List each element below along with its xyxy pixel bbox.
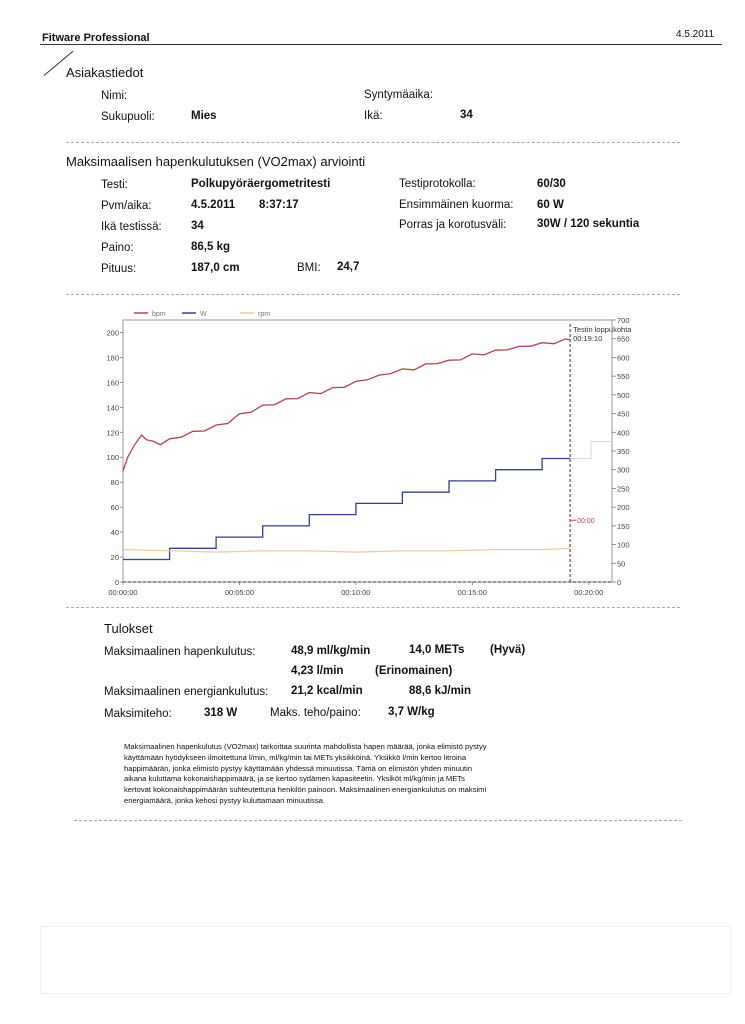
legend-label-bpm: bpm [152,311,166,318]
lmin-rating: (Erinomainen) [375,665,453,677]
post-test-load-line [570,442,612,459]
client-section-title: Asiakastiedot [66,65,144,80]
redacted-footer-box [40,926,732,994]
description-line: kertovat kokonaishappimäärän suhteutettuna henkilön painoon. Maksimaalinen energiankulutus on maksimi [124,785,487,795]
protocol-label: Testiprotokolla: [399,178,476,190]
y-left-tick-label: 160 [106,378,119,388]
results-title: Tulokset [104,621,153,636]
power-label: Maksimiteho: [104,708,172,720]
y-left-tick-label: 180 [106,353,119,363]
y-left-tick-label: 0 [114,578,119,587]
y-right-tick-label: 400 [617,428,630,438]
legend-label-rpm: rpm [258,311,271,318]
y-right-tick-label: 600 [617,353,630,363]
brand-title: Fitware Professional [42,32,150,44]
y-right-tick-label: 700 [617,316,630,325]
name-label: Nimi: [101,90,128,102]
y-right-tick-label: 500 [617,390,630,400]
weight-value: 86,5 kg [191,241,230,253]
y-left-tick-label: 80 [110,478,119,488]
protocol-value: 60/30 [537,178,566,190]
height-label: Pituus: [101,263,137,275]
x-tick-label: 00:05:00 [224,588,255,597]
plot-frame [123,320,612,582]
power-weight-value: 3,7 W/kg [388,706,435,718]
time-value: 8:37:17 [259,199,299,211]
age-value: 34 [460,109,473,121]
divider-3 [66,607,680,608]
y-right-tick-label: 50 [617,559,626,569]
y-left-tick-label: 120 [106,428,119,438]
height-value: 187,0 cm [191,262,240,274]
description-line: käyttämään hyödykseen ilmoitettuna l/min, ml/kg/min tai METs yksikköinä. Yksikkö l/min kertoo litroina [124,752,467,762]
test-age-label: Ikä testissä: [101,221,162,233]
y-right-tick-label: 0 [617,578,622,587]
y-left-tick-label: 60 [110,503,119,513]
weight-label: Paino: [101,242,134,254]
description-paragraph [124,742,624,807]
y-right-tick-label: 300 [617,465,630,475]
header-date: 4.5.2011 [676,29,715,40]
vo2-section-title: Maksimaalisen hapenkulutuksen (VO2max) arviointi [66,154,366,169]
y-right-tick-label: 350 [617,447,630,456]
y-right-tick-label: 450 [617,409,630,419]
y-left-tick-label: 200 [106,328,119,338]
vo2-result-label: Maksimaalinen hapenkulutus: [104,646,256,658]
step-value: 30W / 120 sekuntia [537,218,640,230]
series-line-W [123,459,570,560]
y-left-tick-label: 40 [110,528,119,538]
y-right-tick-label: 250 [617,484,630,494]
y-left-tick-label: 100 [106,453,119,463]
x-tick-label: 00:20:00 [574,588,604,597]
power-weight-label: Maks. teho/paino: [270,707,361,719]
age-label: Ikä: [364,110,383,122]
birth-label: Syntymäaika: [364,89,434,101]
date-value: 4.5.2011 [191,199,236,211]
date-label: Pvm/aika: [101,200,152,212]
x-tick-label: 00:15:00 [457,588,487,597]
bmi-value: 24,7 [337,261,360,273]
vo2-result-value: 48,9 ml/kg/min [291,645,371,657]
test-end-time: 00:19:10 [573,334,603,343]
y-right-tick-label: 650 [617,334,630,344]
gender-value: Mies [191,110,217,122]
step-label: Porras ja korotusväli: [399,219,507,231]
x-tick-label: 00:00:00 [108,588,138,597]
description-line: aikana kuluttama kokonaishappimäärä, ja se kertoo sydämen kapasiteetin. Yksiköt ml/kg/min ja METs [124,774,465,784]
first-load-label: Ensimmäinen kuorma: [399,199,514,211]
y-right-tick-label: 200 [617,503,630,513]
description-line: Maksimaalinen hapenkulutus (VO2max) tarkoittaa suurinta mahdollista hapen määrää, jonka elimistö pystyy [124,742,487,751]
mets-value: 14,0 METs [409,644,465,656]
test-age-value: 34 [191,220,204,232]
mets-rating: (Hyvä) [490,644,526,656]
y-left-tick-label: 140 [106,403,119,413]
series-line-bpm [123,339,570,471]
lmin-value: 4,23 l/min [291,665,344,677]
energy-label: Maksimaalinen energiankulutus: [104,686,269,698]
energy-kj: 88,6 kJ/min [409,685,472,697]
gender-label: Sukupuoli: [101,111,155,123]
energy-kcal: 21,2 kcal/min [291,685,363,697]
description-line: happimäärän, jonka elimistö pystyy käyttämään yhdessä minuutissa. Tämä on elimistön yhden minuutin [124,763,473,773]
test-label: Testi: [101,179,128,191]
x-tick-label: 00:10:00 [341,588,371,597]
first-load-value: 60 W [537,199,564,211]
power-value: 318 W [204,707,238,719]
y-right-tick-label: 150 [617,521,630,531]
legend-label-W: W [200,311,207,318]
bmi-label: BMI: [297,262,321,274]
y-right-tick-label: 550 [617,372,630,382]
test-value: Polkupyöräergometritesti [191,178,331,190]
description-line: energiamäärä, jonka kehosi pystyy kuluttamaan minuutissa. [124,795,325,805]
y-right-tick-label: 100 [617,540,630,550]
divider-4 [74,820,682,821]
y-left-tick-label: 20 [110,553,119,563]
marker-label: 00:00 [577,518,595,526]
test-end-annotation: Testin loppukohta [573,325,632,334]
